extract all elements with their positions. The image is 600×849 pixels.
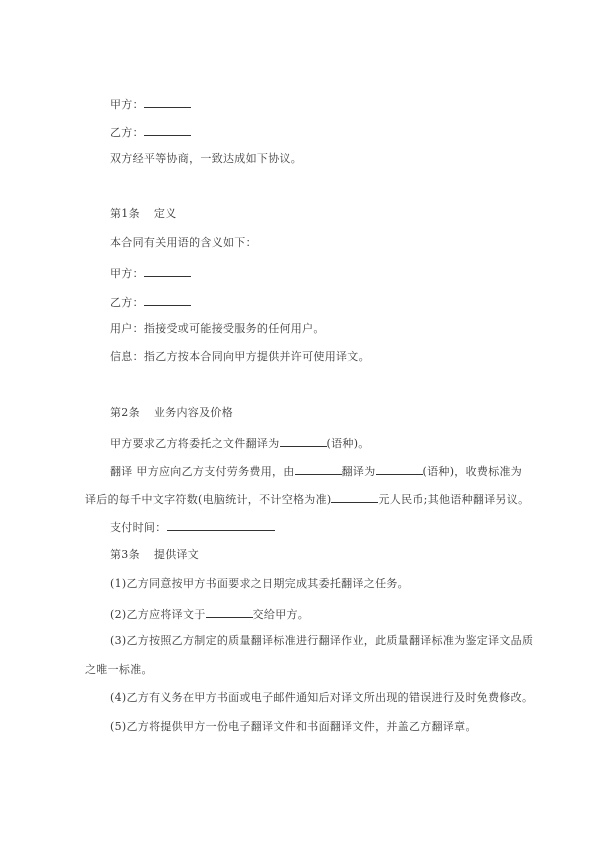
article2-para2-cont bbox=[85, 491, 529, 507]
agreement-statement: 双方经平等协商，一致达成如下协议。 bbox=[110, 152, 303, 165]
info-definition: 信息：指乙方按本合同向甲方提供并许可使用译文。 bbox=[110, 350, 370, 363]
article1-heading bbox=[110, 207, 177, 221]
article1-party-a bbox=[110, 265, 191, 281]
article2-para2 bbox=[110, 463, 522, 479]
article1-party-a-blank bbox=[144, 265, 191, 277]
article2-para2-mid: 翻译为 bbox=[341, 465, 376, 478]
article3-item5: (5)乙方将提供甲方一份电子翻译文件和书面翻译文件，并盖乙方翻译章。 bbox=[110, 720, 477, 733]
source-language-blank bbox=[295, 463, 342, 475]
article1-number: 第1条 bbox=[110, 207, 140, 220]
article2-para2-suffix: (语种)，收费标准为 bbox=[422, 465, 523, 478]
article3-title: 提供译文 bbox=[153, 548, 200, 561]
party-b-line bbox=[110, 124, 191, 140]
party-b-blank bbox=[144, 124, 191, 136]
article3-number: 第3条 bbox=[110, 548, 140, 561]
article3-item3-cont: 之唯一标准。 bbox=[85, 663, 153, 676]
article2-number: 第2条 bbox=[110, 406, 140, 419]
payment-time-label: 支付时间： bbox=[110, 521, 167, 534]
article1-party-b-label: 乙方： bbox=[110, 296, 144, 309]
article2-para2-cont-suffix: 元人民币;其他语种翻译另议。 bbox=[378, 493, 530, 506]
article3-item4: (4)乙方有义务在甲方书面或电子邮件通知后对译文所出现的错误进行及时免费修改。 bbox=[110, 691, 534, 704]
article3-item2-text: (2)乙方应将译文于 bbox=[110, 608, 206, 621]
article3-heading bbox=[110, 548, 199, 562]
language-blank bbox=[280, 435, 327, 447]
article3-item2-suffix: 交给甲方。 bbox=[252, 608, 310, 621]
article2-title: 业务内容及价格 bbox=[153, 406, 234, 419]
party-b-label: 乙方： bbox=[110, 126, 144, 139]
party-a-label: 甲方： bbox=[110, 98, 144, 111]
party-a-line bbox=[110, 96, 191, 112]
article1-intro: 本合同有关用语的含义如下： bbox=[110, 236, 257, 249]
article2-para1 bbox=[110, 435, 370, 451]
article3-item1: (1)乙方同意按甲方书面要求之日期完成其委托翻译之任务。 bbox=[110, 577, 409, 590]
article2-para1-suffix: (语种)。 bbox=[326, 437, 370, 450]
article1-party-a-label: 甲方： bbox=[110, 267, 144, 280]
article1-party-b bbox=[110, 294, 191, 310]
target-language-blank bbox=[376, 463, 423, 475]
article2-para2-cont-text: 译后的每千中文字符数(电脑统计，不计空格为准) bbox=[85, 493, 332, 506]
article2-heading bbox=[110, 406, 233, 420]
rate-blank bbox=[331, 491, 378, 503]
payment-time-blank bbox=[167, 519, 275, 531]
payment-time bbox=[110, 519, 275, 535]
user-definition: 用户：指接受或可能接受服务的任何用户。 bbox=[110, 322, 325, 335]
delivery-date-blank bbox=[206, 606, 253, 618]
article1-title: 定义 bbox=[153, 207, 177, 220]
article2-para2-text: 翻译 甲方应向乙方支付劳务费用，由 bbox=[110, 465, 295, 478]
party-a-blank bbox=[144, 96, 191, 108]
article2-para1-text: 甲方要求乙方将委托之文件翻译为 bbox=[110, 437, 280, 450]
article1-party-b-blank bbox=[144, 294, 191, 306]
article3-item3: (3)乙方按照乙方制定的质量翻译标准进行翻译作业，此质量翻译标准为鉴定译文品质 bbox=[110, 634, 534, 647]
article3-item2 bbox=[110, 606, 309, 622]
